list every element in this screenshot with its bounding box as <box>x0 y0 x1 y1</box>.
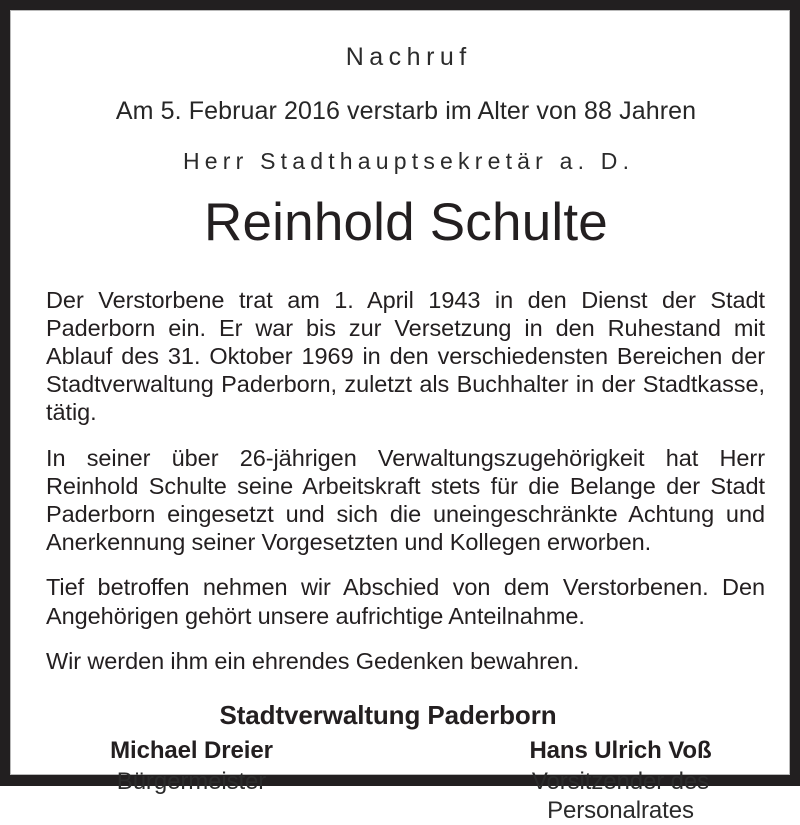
notice-paragraph-4: Wir werden ihm ein ehrendes Gedenken bewahren. <box>46 647 580 674</box>
deceased-date-line: Am 5. Februar 2016 verstarb im Alter von 88 Jahren <box>115 96 697 125</box>
signers-row <box>46 731 766 825</box>
signer-left-name: Michael Dreier <box>110 736 273 764</box>
signer-right <box>439 737 766 825</box>
deceased-title-line: Herr Stadthauptsekretär a. D. <box>182 148 635 174</box>
notice-kicker: Nachruf <box>345 43 472 71</box>
notice-header <box>46 11 766 253</box>
signer-left-role: Bürgermeister <box>116 767 267 795</box>
signer-right-name: Hans Ulrich Voß <box>529 736 712 764</box>
notice-body <box>46 253 766 675</box>
signer-right-role: Vorsitzender des Personalrates <box>531 767 710 824</box>
deceased-name: Reinhold Schulte <box>204 193 608 253</box>
notice-paragraph-2: In seiner über 26-jährigen Verwaltungszugehörigkeit hat Herr Reinhold Schulte seine Arbeitskraft stets für die Belange der Stadt Paderborn eingesetzt und sich die uneingeschränkte Achtung und Anerkennung seiner Vorgesetzten und Kollegen erworben. <box>46 444 765 556</box>
signature-block <box>46 675 766 825</box>
notice-inner-panel <box>10 10 790 824</box>
signing-organization: Stadtverwaltung Paderborn <box>219 700 557 731</box>
notice-paragraph-1: Der Verstorbene trat am 1. April 1943 in den Dienst der Stadt Paderborn ein. Er war bis zur Versetzung in den Ruhestand mit Ablauf des 31. Oktober 1969 in den verschiedensten Bereichen der Stadtverwaltung Paderborn, zuletzt als Buchhalter in der Stadtkasse, tätig. <box>46 286 765 426</box>
signer-left <box>46 737 439 825</box>
notice-content <box>46 11 766 824</box>
notice-paragraph-3: Tief betroffen nehmen wir Abschied von dem Verstorbenen. Den Angehörigen gehört unsere aufrichtige Anteilnahme. <box>46 574 765 629</box>
